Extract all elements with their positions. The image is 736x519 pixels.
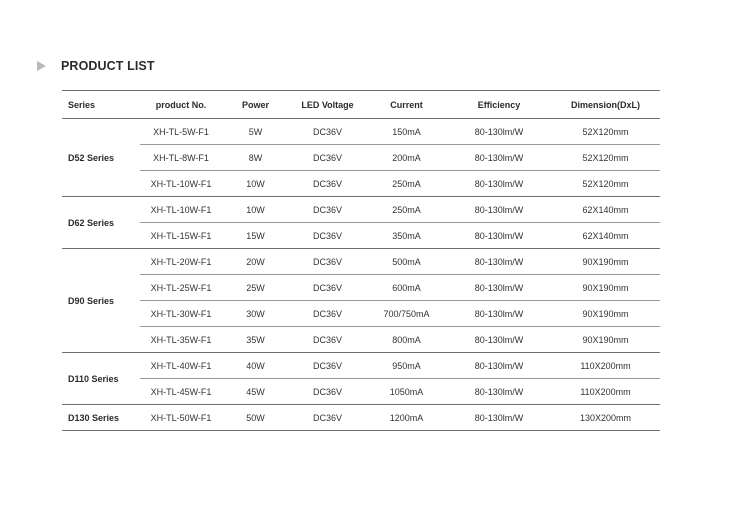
column-header-current: Current [366, 91, 447, 119]
led-voltage-cell: DC36V [289, 171, 366, 197]
efficiency-cell: 80-130lm/W [447, 327, 551, 353]
current-cell: 250mA [366, 171, 447, 197]
led-voltage-cell: DC36V [289, 405, 366, 431]
efficiency-cell: 80-130lm/W [447, 171, 551, 197]
table-row [62, 223, 660, 249]
product-no-cell: XH-TL-10W-F1 [140, 197, 222, 223]
power-cell: 15W [222, 223, 289, 249]
power-cell: 20W [222, 249, 289, 275]
dimension-cell: 90X190mm [551, 327, 660, 353]
series-cell: D110 Series [62, 353, 140, 405]
product-no-cell: XH-TL-30W-F1 [140, 301, 222, 327]
product-no-cell: XH-TL-25W-F1 [140, 275, 222, 301]
efficiency-cell: 80-130lm/W [447, 379, 551, 405]
product-no-cell: XH-TL-20W-F1 [140, 249, 222, 275]
dimension-cell: 62X140mm [551, 223, 660, 249]
led-voltage-cell: DC36V [289, 145, 366, 171]
table-row [62, 275, 660, 301]
dimension-cell: 90X190mm [551, 275, 660, 301]
efficiency-cell: 80-130lm/W [447, 145, 551, 171]
dimension-cell: 130X200mm [551, 405, 660, 431]
series-cell: D90 Series [62, 249, 140, 353]
product-no-cell: XH-TL-35W-F1 [140, 327, 222, 353]
current-cell: 200mA [366, 145, 447, 171]
product-no-cell: XH-TL-5W-F1 [140, 119, 222, 145]
table-header-row [62, 91, 660, 119]
table-row [62, 379, 660, 405]
product-no-cell: XH-TL-50W-F1 [140, 405, 222, 431]
led-voltage-cell: DC36V [289, 301, 366, 327]
power-cell: 40W [222, 353, 289, 379]
led-voltage-cell: DC36V [289, 353, 366, 379]
current-cell: 150mA [366, 119, 447, 145]
led-voltage-cell: DC36V [289, 379, 366, 405]
column-header-product-no: product No. [140, 91, 222, 119]
table-row [62, 171, 660, 197]
current-cell: 950mA [366, 353, 447, 379]
current-cell: 250mA [366, 197, 447, 223]
table-row [62, 301, 660, 327]
efficiency-cell: 80-130lm/W [447, 275, 551, 301]
led-voltage-cell: DC36V [289, 119, 366, 145]
product-no-cell: XH-TL-8W-F1 [140, 145, 222, 171]
led-voltage-cell: DC36V [289, 249, 366, 275]
dimension-cell: 110X200mm [551, 353, 660, 379]
power-cell: 30W [222, 301, 289, 327]
table-row [62, 405, 660, 431]
table-row [62, 353, 660, 379]
product-no-cell: XH-TL-15W-F1 [140, 223, 222, 249]
power-cell: 10W [222, 197, 289, 223]
power-cell: 5W [222, 119, 289, 145]
efficiency-cell: 80-130lm/W [447, 119, 551, 145]
series-cell: D130 Series [62, 405, 140, 431]
power-cell: 35W [222, 327, 289, 353]
efficiency-cell: 80-130lm/W [447, 353, 551, 379]
section-heading [37, 58, 155, 74]
efficiency-cell: 80-130lm/W [447, 405, 551, 431]
current-cell: 350mA [366, 223, 447, 249]
led-voltage-cell: DC36V [289, 327, 366, 353]
current-cell: 700/750mA [366, 301, 447, 327]
current-cell: 800mA [366, 327, 447, 353]
dimension-cell: 52X120mm [551, 119, 660, 145]
section-title: PRODUCT LIST [61, 59, 155, 73]
led-voltage-cell: DC36V [289, 197, 366, 223]
column-header-led-voltage: LED Voltage [289, 91, 366, 119]
power-cell: 50W [222, 405, 289, 431]
efficiency-cell: 80-130lm/W [447, 301, 551, 327]
dimension-cell: 90X190mm [551, 249, 660, 275]
product-table [62, 90, 660, 431]
table-row [62, 327, 660, 353]
led-voltage-cell: DC36V [289, 275, 366, 301]
dimension-cell: 110X200mm [551, 379, 660, 405]
dimension-cell: 62X140mm [551, 197, 660, 223]
product-no-cell: XH-TL-45W-F1 [140, 379, 222, 405]
series-cell: D62 Series [62, 197, 140, 249]
dimension-cell: 52X120mm [551, 171, 660, 197]
table-row [62, 197, 660, 223]
current-cell: 600mA [366, 275, 447, 301]
triangle-arrow-icon [37, 61, 46, 71]
series-cell: D52 Series [62, 119, 140, 197]
table-row [62, 249, 660, 275]
column-header-power: Power [222, 91, 289, 119]
column-header-series: Series [62, 91, 140, 119]
product-no-cell: XH-TL-40W-F1 [140, 353, 222, 379]
efficiency-cell: 80-130lm/W [447, 197, 551, 223]
led-voltage-cell: DC36V [289, 223, 366, 249]
current-cell: 1050mA [366, 379, 447, 405]
power-cell: 25W [222, 275, 289, 301]
dimension-cell: 52X120mm [551, 145, 660, 171]
product-no-cell: XH-TL-10W-F1 [140, 171, 222, 197]
efficiency-cell: 80-130lm/W [447, 249, 551, 275]
current-cell: 1200mA [366, 405, 447, 431]
power-cell: 10W [222, 171, 289, 197]
dimension-cell: 90X190mm [551, 301, 660, 327]
table-row [62, 119, 660, 145]
power-cell: 45W [222, 379, 289, 405]
table-row [62, 145, 660, 171]
current-cell: 500mA [366, 249, 447, 275]
efficiency-cell: 80-130lm/W [447, 223, 551, 249]
column-header-dimension: Dimension(DxL) [551, 91, 660, 119]
column-header-efficiency: Efficiency [447, 91, 551, 119]
power-cell: 8W [222, 145, 289, 171]
